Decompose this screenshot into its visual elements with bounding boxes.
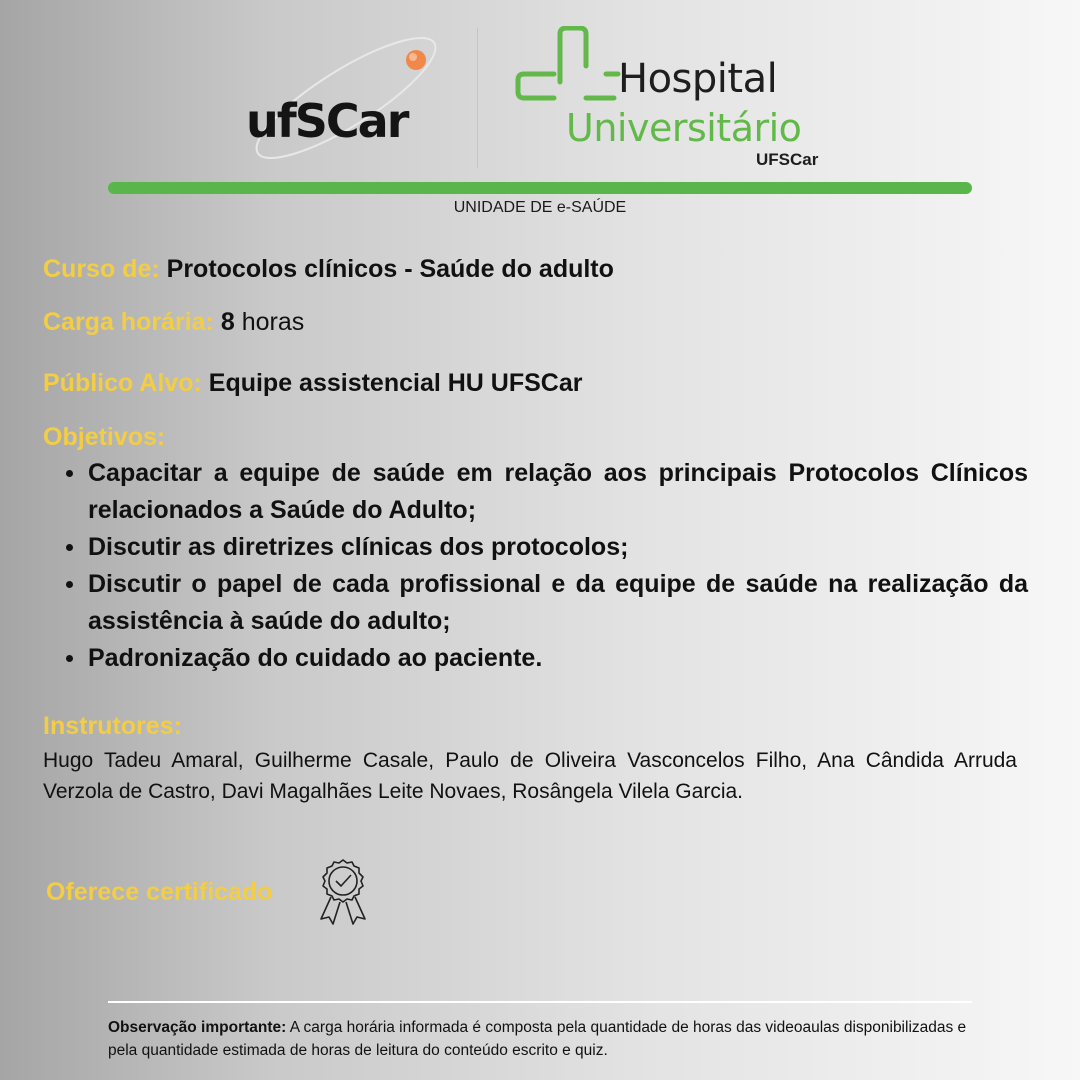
audience-label: Público Alvo: [43, 369, 202, 397]
objectives-list [88, 455, 1028, 677]
instructors-title: Instrutores: [43, 712, 182, 740]
hospital-logo-sub: UFSCar [756, 150, 819, 169]
objective-item: Discutir o papel de cada profissional e da equipe de saúde na realização da assistência à saúde do adulto; [88, 566, 1028, 640]
footer-note [108, 1016, 978, 1062]
header-divider [477, 28, 478, 168]
course-label: Curso de: [43, 255, 160, 283]
ufscar-logo [228, 28, 478, 168]
audience-field [43, 368, 583, 398]
course-value: Protocolos clínicos - Saúde do adulto [166, 255, 614, 283]
unit-label: UNIDADE DE e-SAÚDE [453, 199, 627, 216]
objective-item: Capacitar a equipe de saúde em relação aos principais Protocolos Clínicos relacionados a Saúde do Adulto; [88, 455, 1028, 529]
instructors-text: Hugo Tadeu Amaral, Guilherme Casale, Paulo de Oliveira Vasconcelos Filho, Ana Cândida Arruda Verzola de Castro, Davi Magalhães Leite Novaes, Rosângela Vilela Garcia. [43, 749, 1017, 803]
footer-divider [108, 1001, 972, 1003]
course-field [43, 254, 614, 284]
hospital-logo-line1: Hospital [618, 56, 778, 102]
objective-item: Padronização do cuidado ao paciente. [88, 640, 1028, 677]
objective-item: Discutir as diretrizes clínicas dos protocolos; [88, 529, 1028, 566]
hospital-universitario-logo [514, 26, 844, 176]
footer-note-label: Observação importante: [108, 1019, 287, 1036]
green-divider-bar [108, 182, 972, 194]
workload-label: Carga horária: [43, 308, 214, 336]
objectives-title: Objetivos: [43, 423, 166, 451]
certificate-label: Oferece certificado [46, 878, 273, 906]
ufscar-logo-text: ufSCar [246, 94, 408, 148]
workload-field [43, 307, 304, 337]
audience-value: Equipe assistencial HU UFSCar [208, 369, 583, 397]
footer-note-text: A carga horária informada é composta pela quantidade de horas das videoaulas disponibilizadas e pela quantidade estimada de horas de leitura do conteúdo escrito e quiz. [108, 1019, 967, 1059]
hospital-logo-line2: Universitário [566, 106, 802, 150]
workload-hours: 8 [220, 308, 235, 336]
certificate-ribbon-icon [316, 857, 370, 934]
workload-unit: horas [241, 308, 305, 336]
header [0, 0, 1080, 180]
